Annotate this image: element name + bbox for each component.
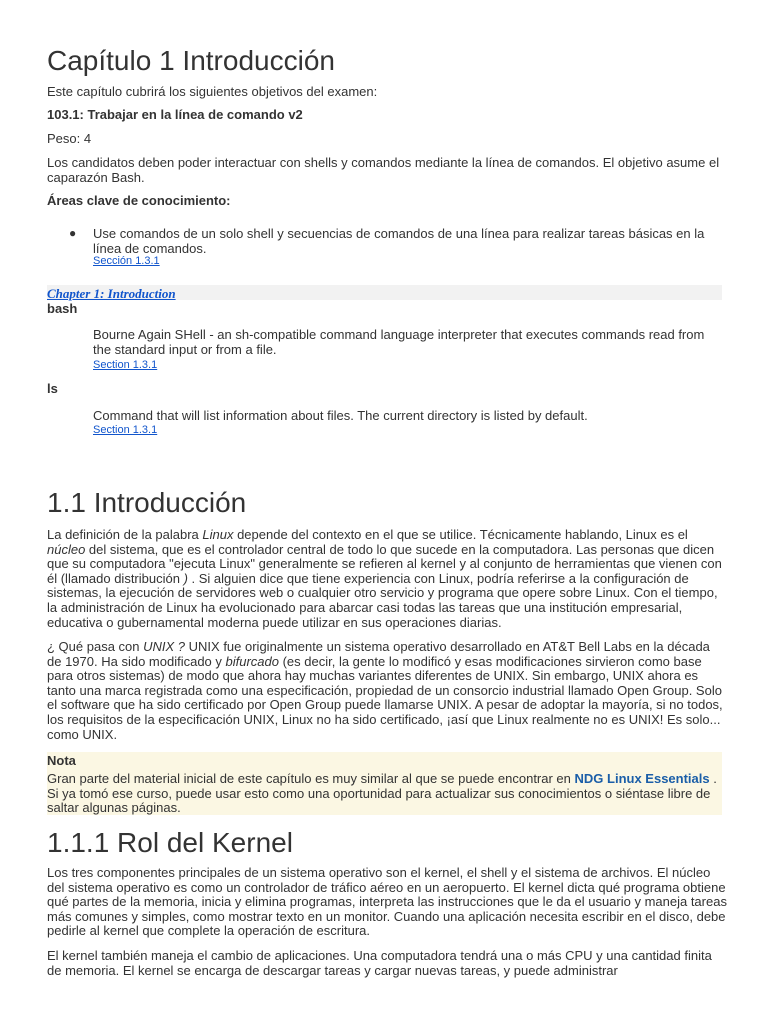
- note-text: [47, 772, 719, 816]
- text-span: depende del contexto en el que se utilice. Técnicamente hablando, Linux es el: [233, 527, 688, 542]
- emphasis-text: bifurcado: [225, 653, 279, 669]
- section-link[interactable]: Sección 1.3.1: [93, 255, 160, 267]
- section-link[interactable]: Section 1.3.1: [93, 359, 158, 371]
- paragraph: Los tres componentes principales de un sistema operativo son el kernel, el shell y el sistema de archivos. El núcleo del sistema operativo es como un controlador de tráfico aéreo en un aeropuerto. El kernel dicta qué programa obtiene qué partes de la memoria, inicia y elimina programas, interpreta las instrucciones que le da el usuario y maneja tareas más comunes y simples, como mostrar texto en un monitor. Cuando una aplicación necesita escribir en el disco, debe pedirle al kernel que complete la operación de escritura.: [47, 865, 727, 939]
- text-span: ¿ Qué pasa con: [47, 639, 144, 654]
- glossary-term: bash: [47, 301, 78, 316]
- chapter-intro: Este capítulo cubrirá los siguientes objetivos del examen:: [47, 84, 378, 99]
- emphasis-text: ): [183, 570, 188, 586]
- text-span: del sistema, que es el controlador central de todo lo que sucede en la computadora. Las personas que dicen que su computadora "ejecuta Linux" generalmente se refieren al kernel y al conjunto de herramientas que vienen con él (llamado distribución: [47, 541, 722, 586]
- text-span: UNIX fue originalmente un sistema operativo desarrollado en AT&T Bell Labs en la década de 1970. Ha sido modificado y: [47, 639, 710, 669]
- knowledge-area-item: Use comandos de un solo shell y secuencias de comandos de una línea para realizar tareas básicas en la línea de comandos.: [93, 226, 705, 256]
- candidates-text: Los candidatos deben poder interactuar con shells y comandos mediante la línea de comandos. El objetivo asume el caparazón Bash.: [47, 155, 720, 185]
- glossary-definition: Bourne Again SHell - an sh-compatible command language interpreter that executes commands read from the standard input or from a file.: [93, 327, 705, 357]
- text-span: . Si ya tomó ese curso, puede usar esto como una oportunidad para actualizar sus conocimientos o siéntase libre de saltar algunas páginas.: [47, 771, 717, 816]
- emphasis-text: núcleo: [47, 541, 86, 557]
- exam-objective: 103.1: Trabajar en la línea de comando v2: [47, 107, 303, 122]
- chapter-glossary-link[interactable]: Chapter 1: Introduction: [47, 286, 176, 301]
- bullet-icon: ●: [69, 226, 77, 240]
- emphasis-text: Linux: [202, 527, 234, 542]
- paragraph: [47, 640, 727, 742]
- section-link[interactable]: Section 1.3.1: [93, 424, 158, 436]
- text-span: La definición de la palabra: [47, 527, 203, 542]
- paragraph: [47, 528, 727, 630]
- section-heading: 1.1 Introducción: [47, 487, 247, 518]
- text-span: Gran parte del material inicial de este capítulo es muy similar al que se puede encontrar en: [47, 771, 575, 786]
- chapter-title: Capítulo 1 Introducción: [47, 45, 335, 76]
- glossary-definition: Command that will list information about files. The current directory is listed by default.: [93, 408, 588, 423]
- emphasis-text: UNIX ?: [143, 639, 186, 654]
- glossary-term: ls: [47, 381, 58, 396]
- objective-weight: Peso: 4: [47, 131, 92, 146]
- text-span: (es decir, la gente lo modificó y esas modificaciones sirvieron como base para otros sistemas) de modo que ahora hay muchas variantes diferentes de UNIX. Sin embargo, UNIX ahora es tanto una marca registrada como una especificación, propiedad de un consorcio industrial llamado Open Group. Solo el software que ha sido certificado por Open Group puede llamarse UNIX. A pesar de adoptar la mayoría, si no todos, los requisitos de la especificación UNIX, Linux no ha sido certificado, ¡así que Linux realmente no es UNIX! Es solo... como UNIX.: [47, 653, 723, 742]
- note-title: Nota: [47, 753, 76, 768]
- course-name: NDG Linux Essentials: [574, 771, 710, 786]
- knowledge-areas-label: Áreas clave de conocimiento:: [47, 193, 231, 208]
- section-heading: 1.1.1 Rol del Kernel: [47, 827, 293, 858]
- paragraph: El kernel también maneja el cambio de aplicaciones. Una computadora tendrá una o más CPU y una cantidad finita de memoria. El kernel se encarga de descargar tareas y cargar nuevas tareas, y puede administrar: [47, 948, 712, 978]
- text-span: . Si alguien dice que tiene experiencia con Linux, podría referirse a la configuración de sistemas, la ejecución de servidores web o cualquier otro servicio y programa que opere sobre Linux. Con el tiempo, la administración de Linux ha evolucionado para abarcar casi todas las tareas que una institución empresarial, educativa o gubernamental moderna puede utilizar en sus operaciones diarias.: [47, 570, 718, 630]
